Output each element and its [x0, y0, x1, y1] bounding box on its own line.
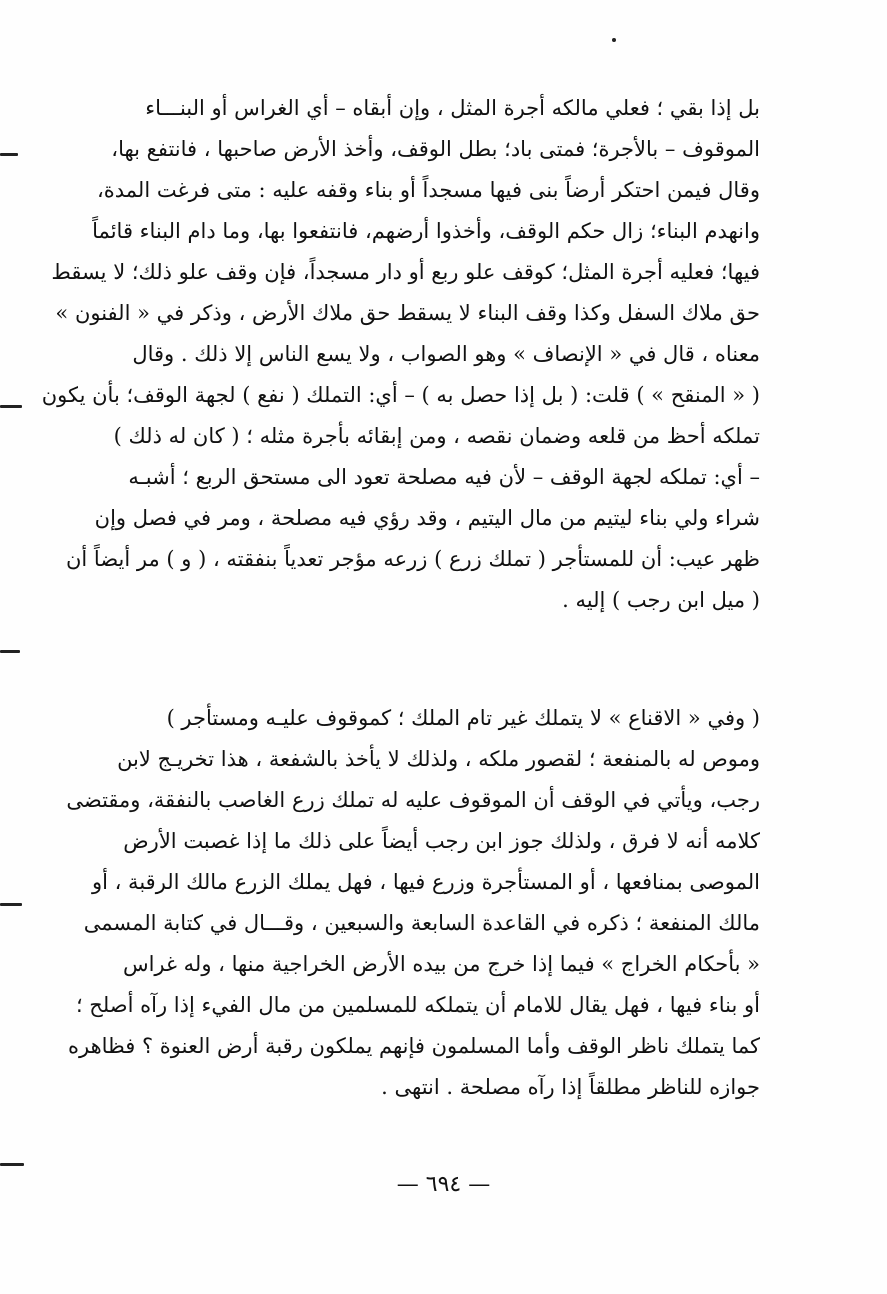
text-line: ( ميل ابن رجب ) إليه . — [562, 588, 760, 612]
text-line: بل إذا بقي ؛ فعلي مالكه أجرة المثل ، وإن أبقاه – أي الغراس أو البنـــاء — [145, 96, 760, 120]
text-line: رجب، ويأتي في الوقف أن الموقوف عليه له تملك زرع الغاصب بالنفقة، ومقتضى — [66, 788, 760, 812]
text-line: حق ملاك السفل وكذا وقف البناء لا يسقط حق ملاك الأرض ، وذكر في « الفنون » — [55, 301, 760, 325]
text-line: فيها؛ فعليه أجرة المثل؛ كوقف علو ربع أو دار مسجداً، فإن وقف علو ذلك؛ لا يسقط — [51, 260, 760, 284]
page-number: — ٦٩٤ — — [396, 1172, 491, 1197]
text-line: وموص له بالمنفعة ؛ لقصور ملكه ، ولذلك لا يأخذ بالشفعة ، هذا تخريـج لابن — [117, 747, 760, 771]
speck-mark — [612, 38, 616, 42]
text-line: « بأحكام الخراج » فيما إذا خرج من بيده الأرض الخراجية منها ، وله غراس — [122, 952, 760, 976]
text-line: كلامه أنه لا فرق ، ولذلك جوز ابن رجب أيضاً على ذلك ما إذا غصبت الأرض — [123, 829, 760, 853]
paragraph-2 — [66, 698, 760, 1108]
margin-mark — [0, 405, 22, 408]
text-line: شراء ولي بناء ليتيم من مال اليتيم ، وقد رؤي فيه مصلحة ، ومر في فصل وإن — [94, 506, 760, 530]
text-line: ظهر عيب: أن للمستأجر ( تملك زرع ) زرعه مؤجر تعدياً بنفقته ، ( و ) مر أيضاً أن — [65, 547, 760, 571]
text-line: وانهدم البناء؛ زال حكم الوقف، وأخذوا أرضهم، فانتفعوا بها، وما دام البناء قائماً — [92, 219, 760, 243]
text-line: جوازه للناظر مطلقاً إذا رآه مصلحة . انتهى . — [381, 1075, 760, 1099]
text-line: ( وفي « الاقناع » لا يتملك غير تام الملك ؛ كموقوف عليـه ومستأجر ) — [166, 706, 760, 730]
text-line: أو بناء فيها ، فهل يقال للامام أن يتملكه للمسلمين من مال الفيء إذا رآه أصلح ؛ — [75, 993, 760, 1017]
text-line: كما يتملك ناظر الوقف وأما المسلمون فإنهم يملكون رقبة أرض العنوة ؟ فظاهره — [67, 1034, 760, 1058]
text-line: تملكه أحظ من قلعه وضمان نقصه ، ومن إبقائه بأجرة مثله ؛ ( كان له ذلك ) — [113, 424, 760, 448]
text-line: ( « المنقح » ) قلت: ( بل إذا حصل به ) – أي: التملك ( نفع ) لجهة الوقف؛ بأن يكون — [41, 383, 760, 407]
text-line: معناه ، قال في « الإنصاف » وهو الصواب ، ولا يسع الناس إلا ذلك . وقال — [132, 342, 760, 366]
margin-mark — [0, 903, 22, 906]
text-line: مالك المنفعة ؛ ذكره في القاعدة السابعة والسبعين ، وقـــال في كتابة المسمى — [83, 911, 760, 935]
text-line: وقال فيمن احتكر أرضاً بنى فيها مسجداً أو بناء وقفه عليه : متى فرغت المدة، — [96, 178, 760, 202]
text-line: الموقوف – بالأجرة؛ فمتى باد؛ بطل الوقف، وأخذ الأرض صاحبها ، فانتفع بها، — [111, 137, 760, 161]
margin-mark — [0, 650, 20, 653]
margin-mark — [0, 1163, 24, 1166]
margin-mark — [0, 153, 18, 156]
paragraph-1 — [41, 88, 760, 621]
text-line: – أي: تملكه لجهة الوقف – لأن فيه مصلحة تعود الى مستحق الربع ؛ أشبـه — [128, 465, 760, 489]
text-line: الموصى بمنافعها ، أو المستأجرة وزرع فيها ، فهل يملك الزرع مالك الرقبة ، أو — [91, 870, 760, 894]
